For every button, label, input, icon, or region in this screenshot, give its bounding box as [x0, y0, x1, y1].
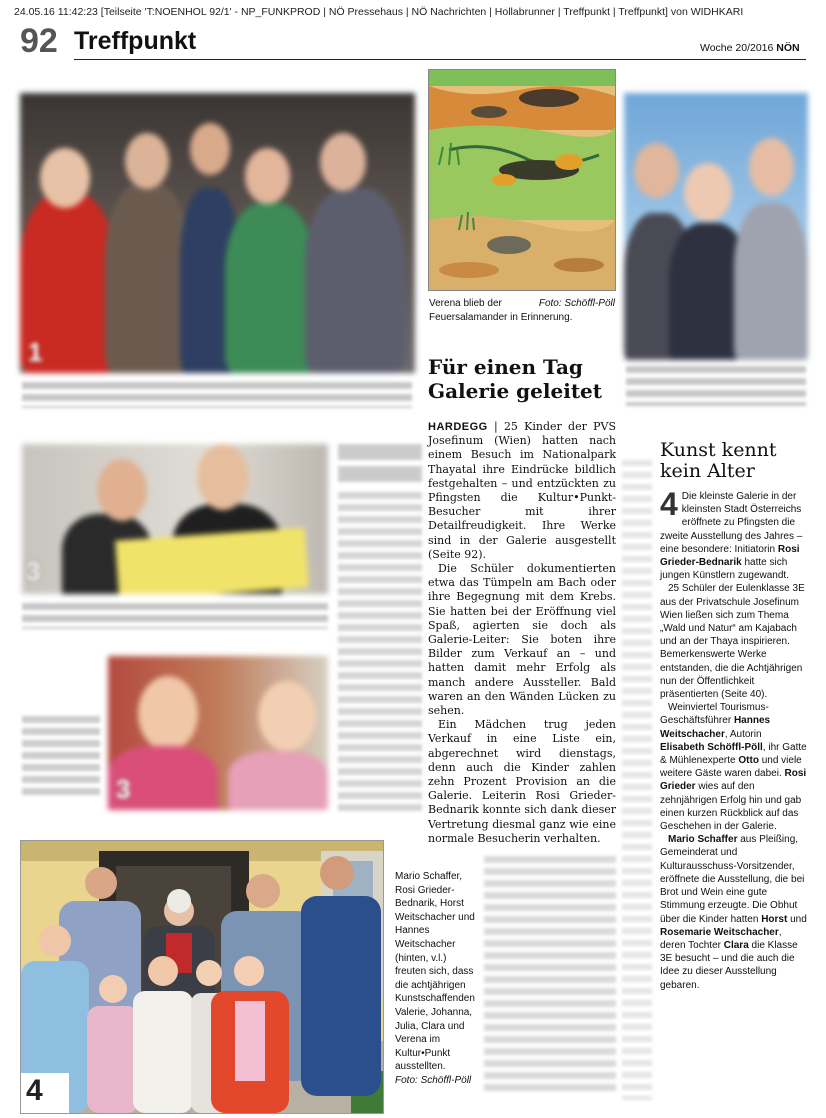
article-headline: Für einen Tag Galerie geleitet: [428, 355, 603, 403]
kunst-p3-d: und viele weitere Gäste waren dabei.: [660, 755, 802, 780]
kunst-p3-c: , ihr Gatte & Mühlenexperte: [660, 741, 807, 767]
kunst-p3-e: wies auf den zehnjährigen Erfolg hin und gab einen kurzen Rückblick auf das Geschehen in der Galerie.: [660, 781, 802, 833]
kunst-p4-name3: Rosemarie Weitschacher: [660, 926, 779, 938]
drawing-feuersalamander: [428, 69, 616, 291]
blurred-article-headline: [338, 444, 422, 484]
group-caption-text: Mario Schaffer, Rosi Grieder-Bednarik, Horst Weitschacher und Hannes Weitschacher (hinten, v.l.) freuten sich, dass die achtjährigen Kunstschaffenden Valerie, Johanna, Julia, Clara und Verena im Kultur•Punkt ausstellten.: [395, 871, 475, 1073]
article-paragraph-1-text: 25 Kinder der PVS Josefinum (Wien) hatten nach einem Besuch im Nationalpark Thayatal ihre Eindrücke bildlich festgehalten – und entzückten zu Pfingsten die Kultur•Punkt-Besucher mit ihrer Detailfreudigkeit. Ihre Werke sind in der Galerie ausgestellt (Seite 92).: [428, 420, 616, 561]
kunst-p3-name4: Rosi Grieder: [660, 768, 807, 793]
section-title: Treffpunkt: [74, 27, 197, 55]
group-caption-credit: Foto: Schöffl-Pöll: [395, 1074, 472, 1086]
group-photo-caption: [395, 870, 477, 1088]
photo-crowd-top-left: [20, 93, 415, 373]
kunst-paragraph-1: [660, 486, 808, 582]
kunst-p3-a: Weinviertel Tourismus-Geschäftsführer: [660, 702, 769, 727]
article-paragraph-3: Ein Mädchen trug jeden Verkauf in eine Liste ein, abgerechnet wird dienstags, denn auch die Kinder zahlen zehn Prozent Provision an die Galerie. Leiterin Rosi Grieder-Bednarik konnte sich dank dieser Vertretung diesmal ganz wie eine normale Besucherin verhalten.: [428, 718, 616, 845]
photo-check-handover: [22, 444, 328, 594]
photo-number-3b: 3: [116, 774, 131, 804]
kunst-headline: Kunst kennt kein Alter: [660, 439, 777, 482]
drawing-illustration: [429, 70, 615, 290]
kunst-p4-c: , deren Tochter: [660, 926, 782, 951]
kunst-drop-number: 4: [660, 486, 678, 522]
kunst-paragraph-3: [660, 701, 808, 833]
drawing-caption-credit: Foto: Schöffl-Pöll: [538, 298, 615, 309]
kunst-paragraph-4: [660, 833, 808, 991]
blurred-caption-1: [22, 382, 412, 408]
kunst-p4-b: und: [790, 913, 807, 925]
kunst-body: [660, 486, 808, 992]
photo-women-lower: [108, 656, 328, 810]
issue-week: [700, 42, 800, 54]
kunst-p1-name: Rosi Grieder-Bednarik: [660, 543, 800, 569]
blurred-caption-3a: [22, 603, 328, 629]
photo-top-right: [624, 93, 808, 360]
week-label: Woche 20/2016: [700, 42, 774, 54]
kunst-p4-name4: Clara: [723, 939, 749, 951]
group-photo: [20, 840, 384, 1114]
kunst-p3-b: , Autorin: [724, 728, 762, 740]
photo-number-1: 1: [28, 337, 43, 367]
group-photo-number: 4: [26, 1074, 43, 1107]
kunst-p4-d: die Klasse 3E besucht – und die auch die Idee zu dieser Ausstellung gebaren.: [660, 939, 798, 991]
kunst-p1-text: Die kleinste Galerie in der kleinsten Stadt Österreichs eröffnete zu Pfingsten die zweite Ausstellung des Jahres – eine besondere: Initiatorin: [660, 491, 803, 555]
header-rule: [74, 59, 806, 60]
kunst-p4-name: Mario Schaffer: [668, 834, 738, 846]
blurred-caption-top-right: [626, 366, 806, 406]
article-dateline: HARDEGG: [428, 421, 488, 433]
photo-number-3a: 3: [26, 556, 41, 586]
page-number: 92: [20, 22, 58, 60]
kunst-p3-name1: Hannes Weitschacher: [660, 715, 771, 740]
kunst-p3-name2: Elisabeth Schöffl-Pöll: [660, 741, 763, 753]
blurred-lower-column: [484, 856, 616, 1096]
drawing-caption-text: Verena blieb der Feuersalamander in Erinnerung.: [429, 298, 573, 323]
print-stamp: 24.05.16 11:42:23 [Teilseite 'T:NOENHOL 92/1' - NP_FUNKPROD | NÖ Pressehaus | NÖ Nachrichten | Hollabrunner | Treffpunkt | Treffpunkt] von WIDHKARI: [14, 6, 744, 18]
kunst-paragraph-2: 25 Schüler der Eulenklasse 3E aus der Privatschule Josefinum Wien ließen sich zum Thema „Wald und Natur“ am Kajabach und an der Thaya inspirieren. Bemerkenswerte Werke entstanden, die die Achtjährigen nun der Öffentlichkeit präsentierten (Seite 40).: [660, 583, 805, 701]
kunst-p1-end: hatte sich jungen Künstlern zugewandt.: [660, 557, 789, 582]
kunst-p4-name2: Horst: [761, 913, 788, 925]
article-body: [428, 420, 616, 846]
brand-logo: NÖN: [776, 42, 800, 54]
article-paragraph-2: Die Schüler dokumentierten etwa das Tümpeln am Bach oder ihre Begegnung mit dem Krebs. Sie hatten bei der Eröffnung viel Spaß, agierten sie doch als Galerie-Leiter: Sie boten ihre Bilder zum Verkauf an – und hatten damit mehr Erfolg als manch andere Aussteller. Bald waren an den Wänden Lücken zu sehen.: [428, 562, 616, 718]
blurred-caption-3b: [22, 716, 100, 796]
kunst-p4-text: aus Pleißing, Gemeinderat und Kulturausschuss-Vorsitzender, eröffnete die Ausstellung, die bei Brot und Wein eine gute Stimmung erzeugte. Die Obhut über die Kinder hatten: [660, 834, 805, 925]
drawing-caption: [429, 297, 615, 325]
blurred-article-text: [338, 492, 422, 812]
group-photo-illustration: [21, 841, 383, 1113]
kunst-p3-name3: Otto: [738, 755, 759, 767]
blurred-side-column: [622, 460, 652, 1100]
article-paragraph-1: HARDEGG | 25 Kinder der PVS Josefinum (Wien) hatten nach einem Besuch im Nationalpark Thayatal ihre Eindrücke bildlich festgehalten – und entzückten zu Pfingsten die Kultur•Punkt-Besucher mit ihrer Detailfreudigkeit. Ihre Werke sind in der Galerie ausgestellt (Seite 92).: [428, 420, 616, 561]
